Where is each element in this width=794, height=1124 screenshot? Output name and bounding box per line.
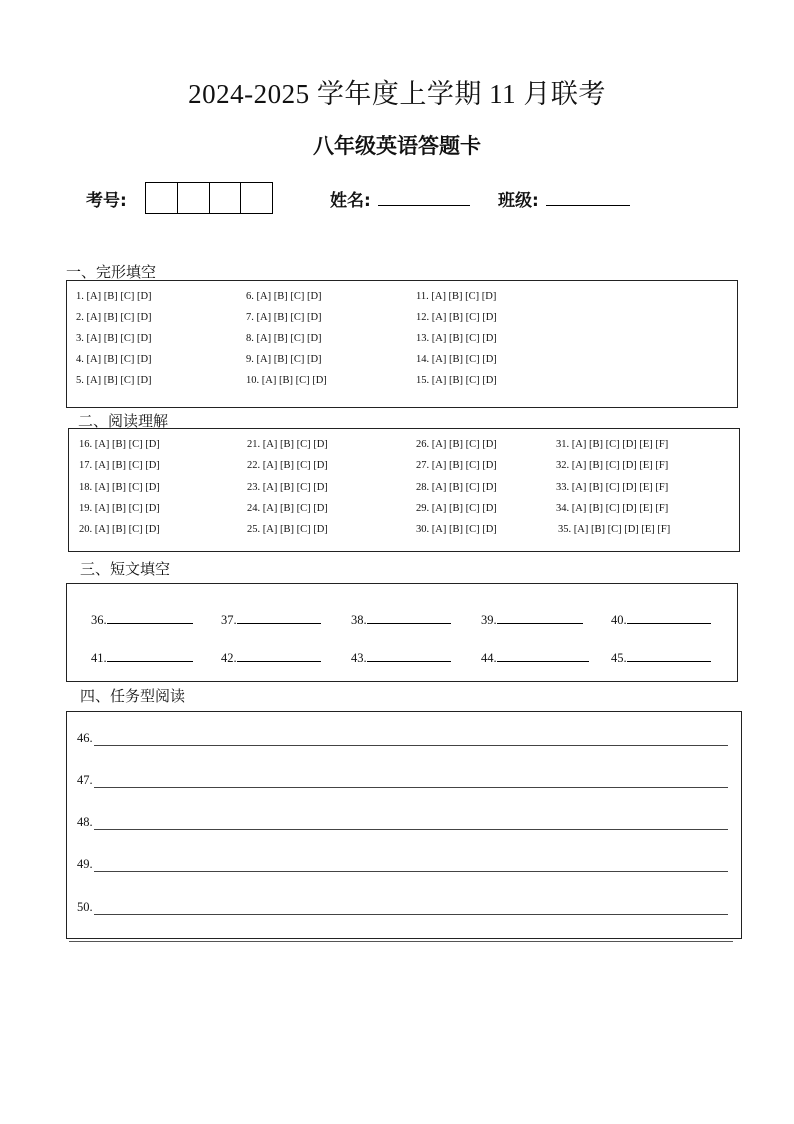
blank-line[interactable] <box>367 649 451 662</box>
blank-number: 37. <box>221 613 237 627</box>
blank-item-39[interactable] <box>481 611 583 628</box>
choice-item-22[interactable]: 22. [A] [B] [C] [D] <box>247 460 328 471</box>
choice-item-15[interactable]: 15. [A] [B] [C] [D] <box>416 375 497 386</box>
answer-number-50: 50. <box>77 900 93 914</box>
gap-fill-heading: 三、短文填空 <box>80 560 171 578</box>
exam-number-digit-box[interactable] <box>210 183 242 213</box>
answer-number-48: 48. <box>77 815 93 829</box>
choice-item-33[interactable]: 33. [A] [B] [C] [D] [E] [F] <box>556 482 669 493</box>
answer-number-46: 46. <box>77 731 93 745</box>
blank-number: 42. <box>221 651 237 665</box>
blank-item-42[interactable] <box>221 649 321 666</box>
choice-item-29[interactable]: 29. [A] [B] [C] [D] <box>416 503 497 514</box>
choice-item-11[interactable]: 11. [A] [B] [C] [D] <box>416 291 497 302</box>
blank-item-43[interactable] <box>351 649 451 666</box>
blank-line[interactable] <box>497 649 589 662</box>
blank-item-40[interactable] <box>611 611 711 628</box>
choice-item-28[interactable]: 28. [A] [B] [C] [D] <box>416 482 497 493</box>
blank-line[interactable] <box>627 649 711 662</box>
blank-line[interactable] <box>237 611 321 624</box>
task-reading-heading: 四、任务型阅读 <box>80 687 186 705</box>
choice-item-31[interactable]: 31. [A] [B] [C] [D] [E] [F] <box>556 439 669 450</box>
choice-item-9[interactable]: 9. [A] [B] [C] [D] <box>246 354 322 365</box>
blank-number: 45. <box>611 651 627 665</box>
answer-line-50[interactable] <box>94 914 728 915</box>
choice-item-2[interactable]: 2. [A] [B] [C] [D] <box>76 312 152 323</box>
blank-number: 39. <box>481 613 497 627</box>
choice-item-24[interactable]: 24. [A] [B] [C] [D] <box>247 503 328 514</box>
blank-number: 43. <box>351 651 367 665</box>
exam-number-digit-box[interactable] <box>146 183 178 213</box>
blank-item-44[interactable] <box>481 649 589 666</box>
choice-item-16[interactable]: 16. [A] [B] [C] [D] <box>79 439 160 450</box>
blank-line[interactable] <box>367 611 451 624</box>
answer-line-47[interactable] <box>94 787 728 788</box>
choice-item-17[interactable]: 17. [A] [B] [C] [D] <box>79 460 160 471</box>
sheet-title: 2024-2025 学年度上学期 11 月联考 <box>188 79 606 109</box>
choice-item-5[interactable]: 5. [A] [B] [C] [D] <box>76 375 152 386</box>
reading-answer-box <box>68 428 740 552</box>
exam-number-boxes[interactable] <box>145 182 273 214</box>
choice-item-13[interactable]: 13. [A] [B] [C] [D] <box>416 333 497 344</box>
class-label: 班级: <box>498 191 539 211</box>
exam-number-digit-box[interactable] <box>241 183 272 213</box>
task-reading-answer-box <box>66 711 742 939</box>
blank-line[interactable] <box>237 649 321 662</box>
blank-item-37[interactable] <box>221 611 321 628</box>
name-label: 姓名: <box>330 191 371 211</box>
choice-item-21[interactable]: 21. [A] [B] [C] [D] <box>247 439 328 450</box>
class-field[interactable] <box>546 205 630 206</box>
choice-item-18[interactable]: 18. [A] [B] [C] [D] <box>79 482 160 493</box>
name-field[interactable] <box>378 205 470 206</box>
gap-fill-answer-box <box>66 583 738 682</box>
choice-item-14[interactable]: 14. [A] [B] [C] [D] <box>416 354 497 365</box>
blank-line[interactable] <box>107 611 193 624</box>
blank-item-36[interactable] <box>91 611 193 628</box>
choice-item-32[interactable]: 32. [A] [B] [C] [D] [E] [F] <box>556 460 669 471</box>
choice-item-7[interactable]: 7. [A] [B] [C] [D] <box>246 312 322 323</box>
reading-heading: 二、阅读理解 <box>78 412 169 430</box>
choice-item-25[interactable]: 25. [A] [B] [C] [D] <box>247 524 328 535</box>
answer-line-46[interactable] <box>94 745 728 746</box>
choice-item-10[interactable]: 10. [A] [B] [C] [D] <box>246 375 327 386</box>
blank-number: 44. <box>481 651 497 665</box>
choice-item-1[interactable]: 1. [A] [B] [C] [D] <box>76 291 152 302</box>
blank-item-41[interactable] <box>91 649 193 666</box>
choice-item-8[interactable]: 8. [A] [B] [C] [D] <box>246 333 322 344</box>
bottom-divider <box>69 941 733 942</box>
blank-item-45[interactable] <box>611 649 711 666</box>
answer-line-48[interactable] <box>94 829 728 830</box>
blank-line[interactable] <box>497 611 583 624</box>
choice-item-23[interactable]: 23. [A] [B] [C] [D] <box>247 482 328 493</box>
choice-item-35[interactable]: 35. [A] [B] [C] [D] [E] [F] <box>558 524 671 535</box>
choice-item-4[interactable]: 4. [A] [B] [C] [D] <box>76 354 152 365</box>
choice-item-12[interactable]: 12. [A] [B] [C] [D] <box>416 312 497 323</box>
exam-number-label: 考号: <box>86 191 127 211</box>
choice-item-34[interactable]: 34. [A] [B] [C] [D] [E] [F] <box>556 503 669 514</box>
blank-line[interactable] <box>627 611 711 624</box>
blank-number: 38. <box>351 613 367 627</box>
choice-item-6[interactable]: 6. [A] [B] [C] [D] <box>246 291 322 302</box>
choice-item-19[interactable]: 19. [A] [B] [C] [D] <box>79 503 160 514</box>
choice-item-27[interactable]: 27. [A] [B] [C] [D] <box>416 460 497 471</box>
blank-item-38[interactable] <box>351 611 451 628</box>
answer-line-49[interactable] <box>94 871 728 872</box>
choice-item-3[interactable]: 3. [A] [B] [C] [D] <box>76 333 152 344</box>
cloze-answer-box <box>66 280 738 408</box>
blank-number: 40. <box>611 613 627 627</box>
choice-item-26[interactable]: 26. [A] [B] [C] [D] <box>416 439 497 450</box>
cloze-heading: 一、完形填空 <box>66 263 157 281</box>
choice-item-20[interactable]: 20. [A] [B] [C] [D] <box>79 524 160 535</box>
exam-number-digit-box[interactable] <box>178 183 210 213</box>
sheet-subtitle: 八年级英语答题卡 <box>313 134 481 158</box>
blank-line[interactable] <box>107 649 193 662</box>
choice-item-30[interactable]: 30. [A] [B] [C] [D] <box>416 524 497 535</box>
answer-number-49: 49. <box>77 857 93 871</box>
answer-number-47: 47. <box>77 773 93 787</box>
blank-number: 41. <box>91 651 107 665</box>
blank-number: 36. <box>91 613 107 627</box>
